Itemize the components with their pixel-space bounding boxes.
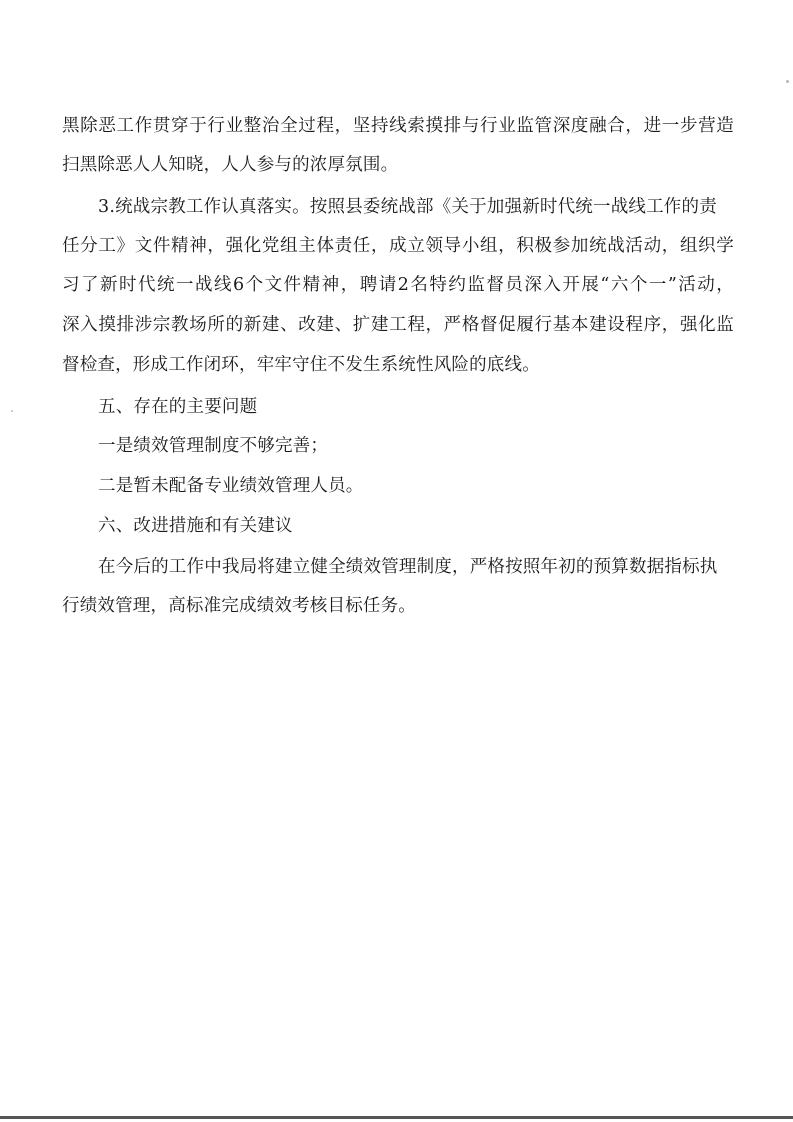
paragraph-line-7: 督检查，形成工作闭环，牢牢守住不发生系统性风险的底线。	[62, 355, 540, 375]
section-five-heading: 五、存在的主要问题	[98, 397, 258, 417]
issue-item-1: 一是绩效管理制度不够完善；	[98, 436, 329, 456]
issue-item-2: 二是暂未配备专业绩效管理人员。	[98, 476, 364, 496]
section-3-heading-line: 3.统战宗教工作认真落实。按照县委统战部《关于加强新时代统一战线工作的责	[98, 197, 717, 217]
paragraph-line-5: 习了新时代统一战线6个文件精神，聘请2名特约监督员深入开展“六个一”活动，	[62, 275, 734, 295]
section-six-heading: 六、改进措施和有关建议	[98, 516, 293, 536]
paragraph-line-1: 黑除恶工作贯穿于行业整治全过程，坚持线索摸排与行业监管深度融合，进一步营造	[62, 116, 734, 136]
paragraph-line-4: 任分工》文件精神，强化党组主体责任，成立领导小组，积极参加统战活动，组织学	[62, 236, 734, 256]
scan-speck	[11, 410, 13, 412]
paragraph-line-6: 深入摸排涉宗教场所的新建、改建、扩建工程，严格督促履行基本建设程序，强化监	[62, 315, 734, 335]
paragraph-line-2: 扫黑除恶人人知晓，人人参与的浓厚氛围。	[62, 155, 399, 175]
page-bottom-edge	[0, 1116, 793, 1119]
recommendation-line-2: 行绩效管理，高标准完成绩效考核目标任务。	[62, 596, 416, 616]
recommendation-line-1: 在今后的工作中我局将建立健全绩效管理制度，严格按照年初的预算数据指标执	[98, 557, 718, 577]
scan-speck	[786, 80, 789, 83]
